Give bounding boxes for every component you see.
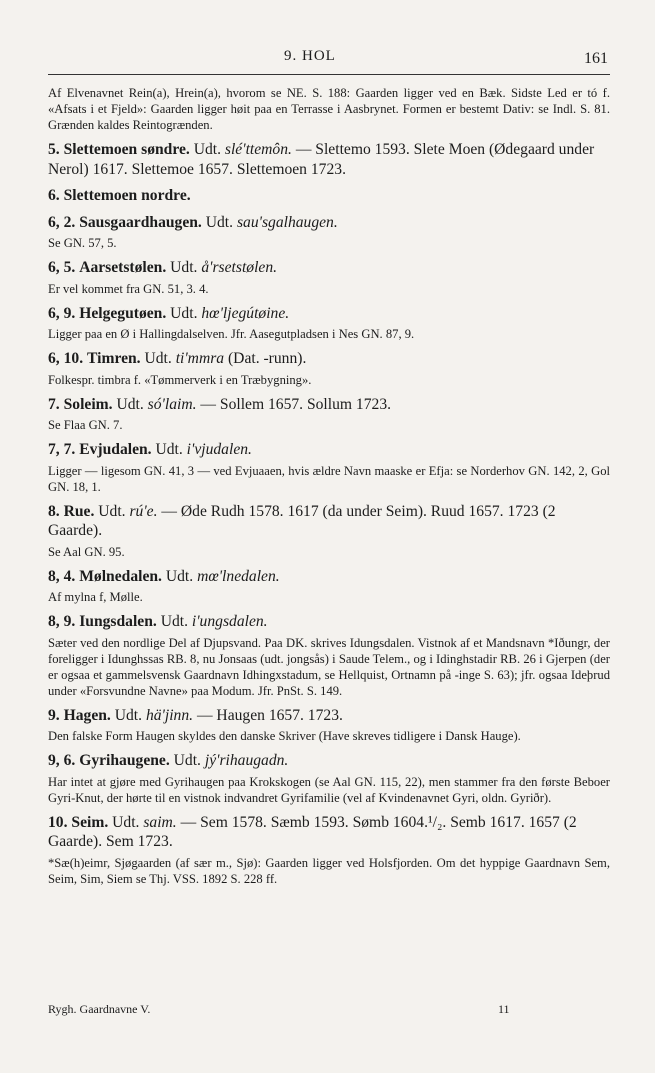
running-header xyxy=(48,48,610,78)
entry-name: Seim. xyxy=(71,813,109,831)
entry-note: Ligger — ligesom GN. 41, 3 — ved Evjuaaen, hvis ældre Navn maaske er Efja: se Norderhov GN. 142, 2, Gol GN. 18, 1. xyxy=(48,463,610,494)
entry-number: 7. xyxy=(48,395,60,413)
entry-forms: — Sem 1578. Sæmb 1593. Sømb 1604.¹/₂. Semb 1617. 1657 (2 Gaarde). Sem 1723. xyxy=(48,813,577,850)
entry-udt: Udt. xyxy=(160,613,188,630)
entry-name: Rue. xyxy=(63,502,95,520)
entry-number: 10. xyxy=(48,813,68,831)
entry-note: Den falske Form Haugen skyldes den danske Skriver (Have skreves tidligere i Dansk Hauge). xyxy=(48,729,521,743)
entry-forms: — Øde Rudh 1578. 1617 (da under Seim). Ruud 1657. 1723 (2 Gaarde). xyxy=(48,502,556,539)
entry-number: 8, 4. xyxy=(48,567,76,585)
entry-pronunciation: hä'jinn. xyxy=(145,706,194,724)
entry-heading xyxy=(48,440,610,460)
entry-note: Ligger paa en Ø i Hallingdalselven. Jfr. Aasegutpladsen i Nes GN. 87, 9. xyxy=(48,327,415,341)
entry-name: Timren. xyxy=(87,350,141,367)
entry-name: Slettemoen søndre. xyxy=(63,141,190,158)
entry-name: Evjudalen. xyxy=(79,441,152,458)
entry-name: Mølnedalen. xyxy=(79,567,162,585)
footer-source: Rygh. Gaardnavne V. xyxy=(48,1002,151,1016)
entry-udt: Udt. xyxy=(114,706,143,724)
entry xyxy=(48,213,610,252)
entry-heading xyxy=(48,258,610,278)
entry-udt: Udt. xyxy=(112,813,140,831)
entry-note: *Sæ(h)eimr, Sjøgaarden (af sær m., Sjø): Gaarden ligger ved Holsfjorden. Om det hyppige Gaardnavn Sem, Seim, Sim, Siem se Thj. VSS. 1892 S. 228 ff. xyxy=(48,855,610,886)
entries-list xyxy=(48,140,610,887)
entry-name: Helgegutøen. xyxy=(79,304,167,322)
entry-number: 6, 5. xyxy=(48,259,76,276)
entry-number: 5. xyxy=(48,141,60,158)
entry xyxy=(48,706,610,745)
entry-note: Se Aal GN. 95. xyxy=(48,544,125,559)
entry-pronunciation: sau'sgalhaugen. xyxy=(236,213,338,231)
entry-heading xyxy=(48,140,610,179)
entry xyxy=(48,502,610,560)
entry-note: Er vel kommet fra GN. 51, 3. 4. xyxy=(48,281,209,296)
entry-pronunciation: i'vjudalen. xyxy=(186,441,252,458)
entry xyxy=(48,395,610,434)
entry-name: Gyrihaugene. xyxy=(79,752,170,769)
entry-heading xyxy=(48,349,610,369)
entry-udt: Udt. xyxy=(98,502,126,520)
entry-number: 6, 10. xyxy=(48,350,84,367)
entry-pronunciation: hœ'ljegútøine. xyxy=(201,304,290,322)
entry-note: Se Flaa GN. 7. xyxy=(48,418,123,432)
entry-heading xyxy=(48,395,610,415)
entry-name: Slettemoen nordre. xyxy=(63,187,191,204)
entry xyxy=(48,567,610,606)
entry-udt: Udt. xyxy=(193,141,221,158)
entry-heading xyxy=(48,502,610,541)
entry xyxy=(48,612,610,699)
entry-heading xyxy=(48,751,610,771)
entry-pronunciation: saim. xyxy=(143,813,177,831)
entry xyxy=(48,304,610,343)
entry-note: Sæter ved den nordlige Del af Djupsvand. Paa DK. skrives Idungsdalen. Vistnok af et Mandsnavn *Iðungr, der foreligger i Idunghssas RB. 8, nu Jonsaas (udt. jongsås) i Saude Telem., og i Idinghstadir RB. 26 i Gjerpen (der er ogsaa et gammelsvensk Gaardnavn Idhingxstadum, se Hellquist, Ortnamn på -inge S. 63); jfr. ogsaa Ideþrud under «Forsvundne Navne» paa Modum. Jfr. PnSt. S. 149. xyxy=(48,635,610,698)
entry-heading xyxy=(48,612,610,632)
entry-number: 9. xyxy=(48,706,60,724)
entry-forms: — Sollem 1657. Sollum 1723. xyxy=(200,395,392,413)
entry-pronunciation: só'laim. xyxy=(147,395,197,413)
entry-note: Har intet at gjøre med Gyrihaugen paa Krokskogen (se Aal GN. 115, 22), men stammer fra den første Beboer Gyri-Knut, der hørte til en vistnok indvandret Gyrifamilie (vel af Kvindenavnet Gyri, oldn. Gyriðr). xyxy=(48,774,610,805)
entry-forms: — Slettemo 1593. Slete Moen (Ødegaard under Nerol) 1617. Slettemoe 1657. Slettemoen 1723. xyxy=(48,141,595,178)
entry-heading xyxy=(48,567,610,587)
entry-number: 8. xyxy=(48,502,60,520)
entry-number: 6, 2. xyxy=(48,213,76,231)
entry-note: Af mylna f, Mølle. xyxy=(48,590,143,604)
entry-name: Aarsetstølen. xyxy=(79,259,167,276)
entry xyxy=(48,140,610,179)
entry-udt: Udt. xyxy=(173,752,201,769)
entry-forms: (Dat. -runn). xyxy=(227,350,307,367)
entry-pronunciation: rú'e. xyxy=(129,502,158,520)
entry-heading xyxy=(48,186,610,206)
entry-heading xyxy=(48,706,610,726)
entry-name: Iungsdalen. xyxy=(79,613,157,630)
entry-udt: Udt. xyxy=(155,441,183,458)
entry xyxy=(48,186,610,206)
entry-udt: Udt. xyxy=(170,259,198,276)
entry-note: Folkespr. timbra f. «Tømmerverk i en Træbygning». xyxy=(48,372,312,387)
footer-signature: 11 xyxy=(498,1002,510,1016)
header-title: 9. HOL xyxy=(284,48,336,64)
entry-name: Sausgaardhaugen. xyxy=(79,213,202,231)
entry-udt: Udt. xyxy=(144,350,172,367)
entry-heading xyxy=(48,213,610,233)
page-number: 161 xyxy=(584,50,608,67)
page xyxy=(48,48,610,887)
entry-number: 9, 6. xyxy=(48,752,76,769)
entry-udt: Udt. xyxy=(205,213,234,231)
entry-number: 6, 9. xyxy=(48,304,76,322)
entry-note: Se GN. 57, 5. xyxy=(48,236,117,250)
entry-pronunciation: mœ'lnedalen. xyxy=(197,567,280,585)
entry xyxy=(48,813,610,887)
entry-name: Hagen. xyxy=(63,706,111,724)
entry-udt: Udt. xyxy=(170,304,198,322)
entry-udt: Udt. xyxy=(165,567,194,585)
entry-pronunciation: slé'ttemôn. xyxy=(224,141,292,158)
entry-heading xyxy=(48,304,610,324)
entry-number: 8, 9. xyxy=(48,613,76,630)
entry xyxy=(48,751,610,806)
entry xyxy=(48,349,610,388)
entry xyxy=(48,440,610,495)
entry-number: 6. xyxy=(48,187,60,204)
entry-pronunciation: å'rsetstølen. xyxy=(201,259,278,276)
entry-heading xyxy=(48,813,610,852)
entry-udt: Udt. xyxy=(116,395,144,413)
entry-pronunciation: i'ungsdalen. xyxy=(191,613,268,630)
entry xyxy=(48,258,610,297)
entry-pronunciation: ti'mmra xyxy=(175,350,225,367)
intro-paragraph: Af Elvenavnet Rein(a), Hrein(a), hvorom se NE. S. 188: Gaarden ligger ved en Bæk. Sidste Led er tó f. «Afsats i et Fjeld»: Gaarden ligger høit paa en Terrasse i Aasbrynet. Formen er bestemt Dativ: se Indl. S. 81. Grænden kaldes Reintogrænden. xyxy=(48,86,610,132)
entry-name: Soleim. xyxy=(63,395,113,413)
entry-pronunciation: jý'rihaugadn. xyxy=(204,752,289,769)
entry-number: 7, 7. xyxy=(48,441,76,458)
entry-forms: — Haugen 1657. 1723. xyxy=(196,706,343,724)
